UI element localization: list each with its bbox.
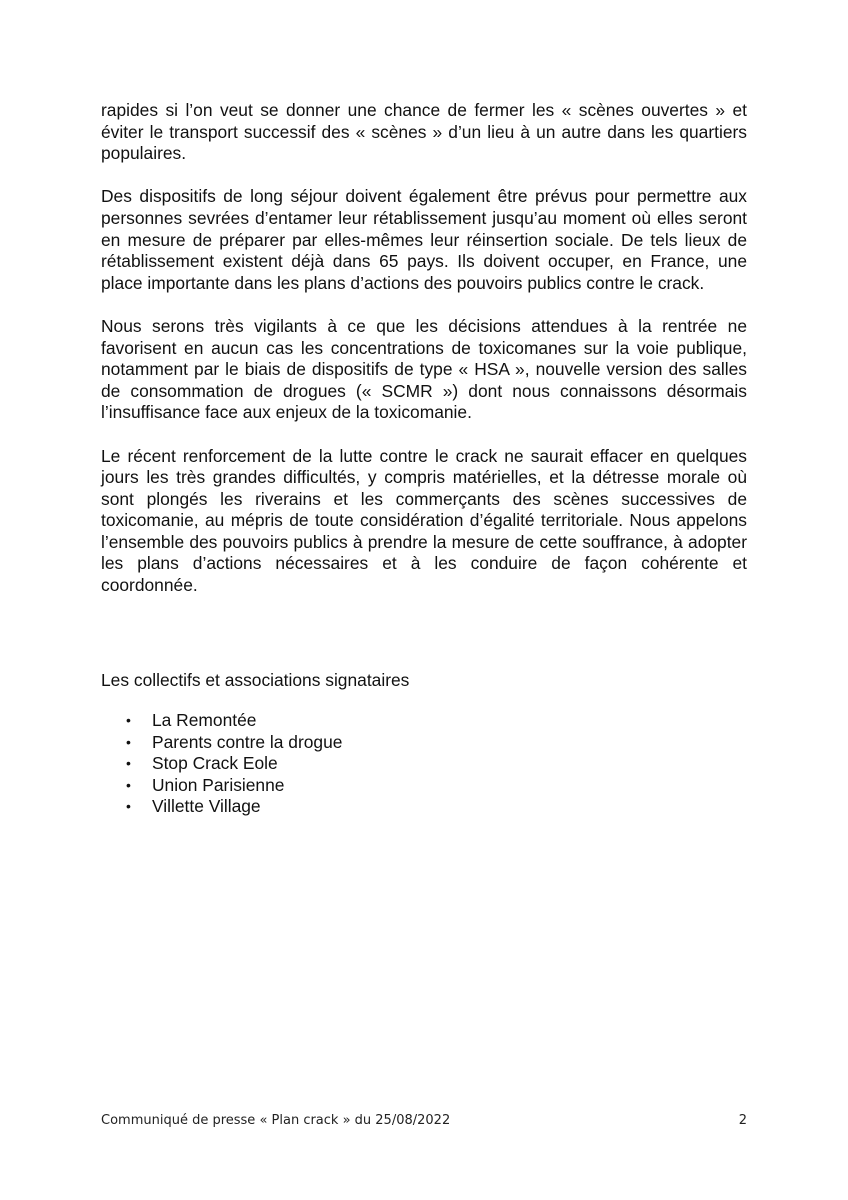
footer-text: Communiqué de presse « Plan crack » du 25/08/2022 <box>101 1113 451 1128</box>
signatory-name: Union Parisienne <box>152 774 285 795</box>
signatory-name: Stop Crack Eole <box>152 753 278 774</box>
bullet-icon: • <box>126 798 131 815</box>
body-text <box>101 100 747 618</box>
signatory-name: Villette Village <box>152 796 261 817</box>
paragraph-2: Des dispositifs de long séjour doivent également être prévus pour permettre aux personnes sevrées d’entamer leur rétablissement jusqu’au moment où elles seront en mesure de préparer par elles-mêmes leur réinsertion sociale. De tels lieux de rétablissement existent déjà dans 65 pays. Ils doivent occuper, en France, une place importante dans les plans d’actions des pouvoirs publics contre le crack. <box>101 186 747 293</box>
list-item <box>101 775 342 797</box>
list-item <box>101 753 342 775</box>
bullet-icon: • <box>126 712 131 728</box>
signatory-name: Parents contre la drogue <box>152 731 343 752</box>
page-number: 2 <box>738 1113 747 1128</box>
paragraph-4: Le récent renforcement de la lutte contre le crack ne saurait effacer en quelques jours les très grandes difficultés, y compris matérielles, et la détresse morale où sont plongés les riverains et les commerçants des scènes successives de toxicomanie, au mépris de toute considération d’égalité territoriale. Nous appelons l’ensemble des pouvoirs publics à prendre la mesure de cette souffrance, à adopter les plans d’actions nécessaires et à les conduire de façon cohérente et coordonnée. <box>101 445 747 596</box>
bullet-icon: • <box>126 755 131 772</box>
paragraph-3: Nous serons très vigilants à ce que les décisions attendues à la rentrée ne favorisent en aucun cas les concentrations de toxicomanes sur la voie publique, notamment par le biais de dispositifs de type « HSA », nouvelle version des salles de consommation de drogues (« SCMR ») dont nous connaissons désormais l’insuffisance face aux enjeux de la toxicomanie. <box>101 315 747 423</box>
page-footer <box>101 1113 747 1128</box>
list-item <box>101 732 342 754</box>
paragraph-1: rapides si l’on veut se donner une chance de fermer les « scènes ouvertes » et éviter le transport successif des « scènes » d’un lieu à un autre dans les quartiers populaires. <box>101 100 747 164</box>
signatories-label: Les collectifs et associations signataires <box>101 670 410 690</box>
signatory-name: La Remontée <box>152 710 257 730</box>
bullet-icon: • <box>126 733 131 750</box>
bullet-icon: • <box>126 776 131 793</box>
list-item <box>101 710 342 732</box>
signatories-list <box>101 710 342 818</box>
list-item <box>101 796 342 818</box>
